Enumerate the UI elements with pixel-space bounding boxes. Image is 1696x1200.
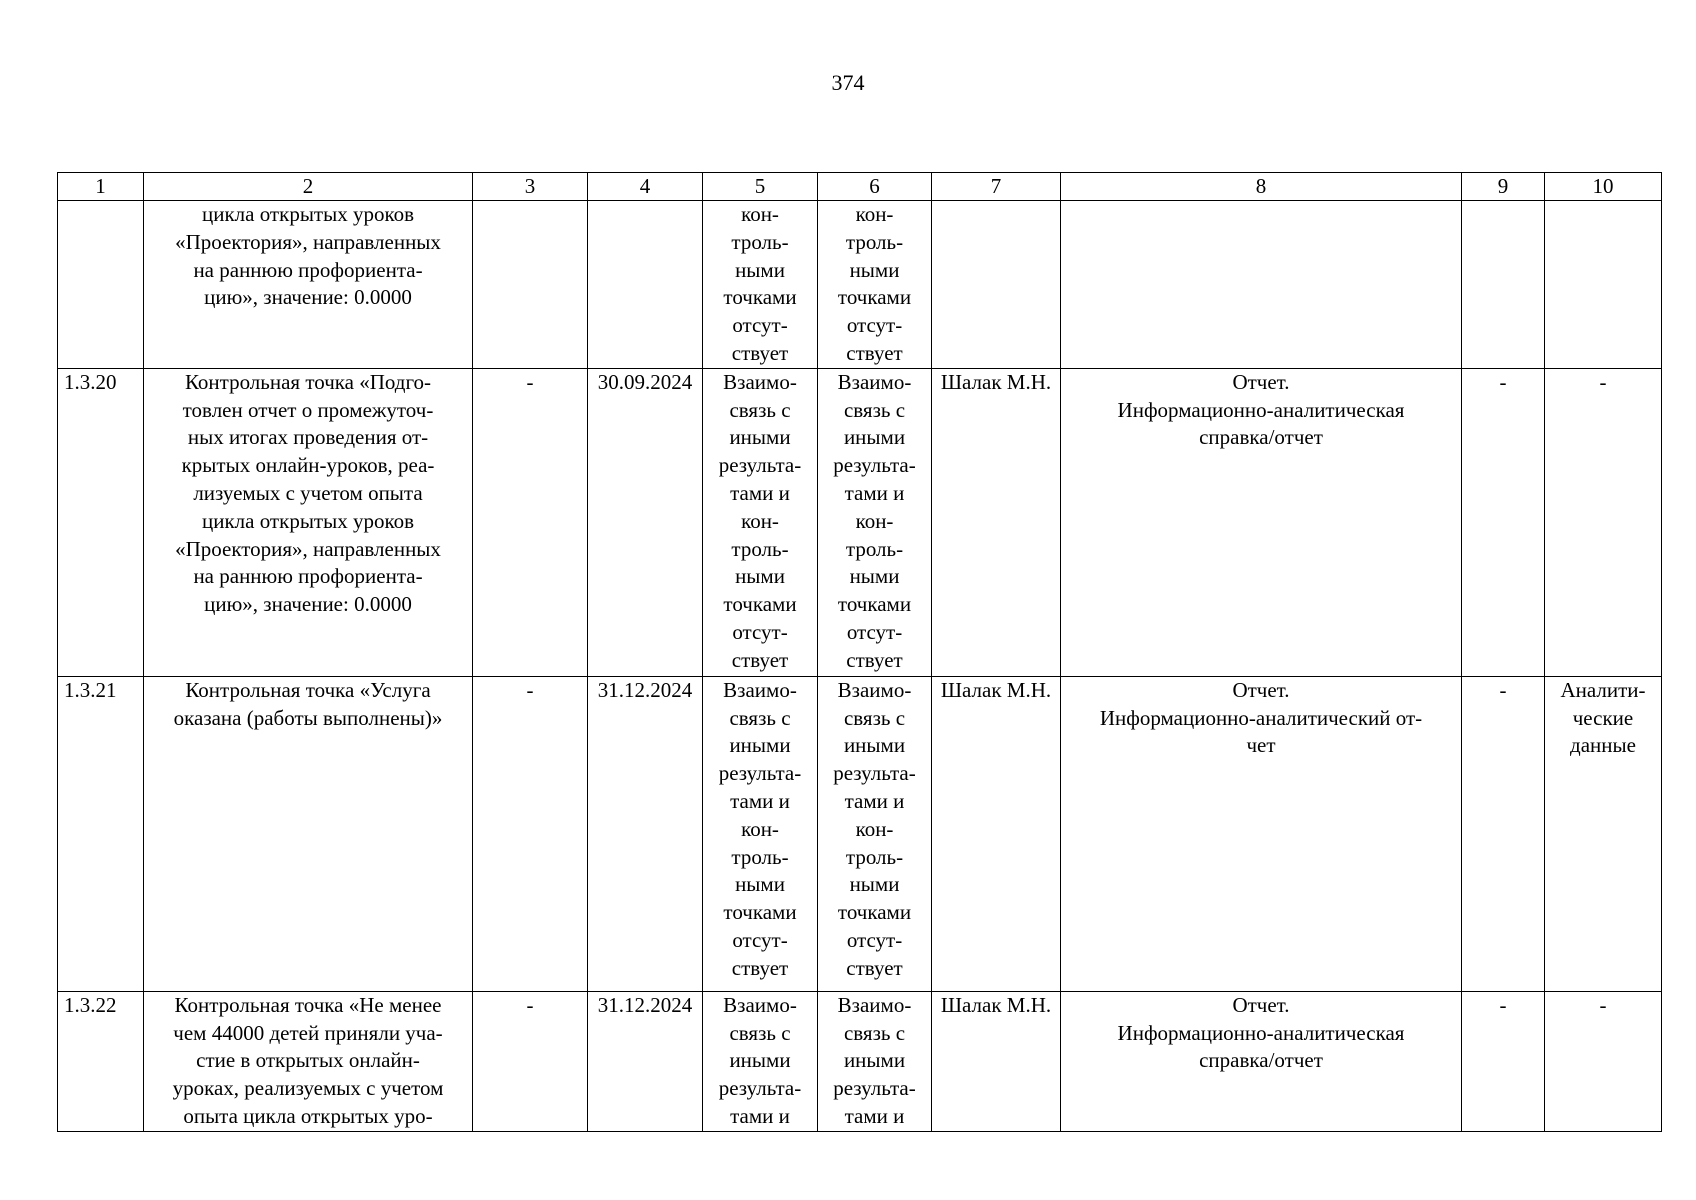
cell-line: кон- <box>741 202 779 226</box>
cell-line: ствует <box>846 340 903 365</box>
page-number: 374 <box>831 70 865 95</box>
cell-line: Взаимо- <box>837 677 912 702</box>
cell-line: «Проектория», направленных <box>175 229 441 254</box>
cell-line: ными <box>849 872 900 897</box>
cell-line: отсут- <box>732 619 788 644</box>
cell-relation-6 <box>818 991 932 1131</box>
cell-line: Взаимо- <box>837 369 912 394</box>
cell-responsible <box>932 201 1061 369</box>
cell-line: Контрольная точка «Не менее <box>174 992 442 1017</box>
table-header-row <box>58 173 1662 201</box>
cell-line: цию», значение: 0.0000 <box>204 285 412 310</box>
cell-line: иными <box>729 425 791 450</box>
cell-line: Отчет. <box>1232 369 1290 394</box>
cell-line: иными <box>729 733 791 758</box>
cell-line: «Проектория», направленных <box>175 536 441 561</box>
cell-line: Отчет. <box>1232 992 1290 1017</box>
cell-line: точками <box>837 592 912 617</box>
cell-relation-6 <box>818 368 932 676</box>
cell-col9: - <box>1462 991 1545 1131</box>
cell-relation-5 <box>703 201 818 369</box>
cell-line: результа- <box>718 453 802 478</box>
cell-line: стие в открытых онлайн- <box>196 1048 420 1073</box>
cell-description <box>144 368 473 676</box>
cell-col3: - <box>473 991 588 1131</box>
cell-line: троль- <box>845 844 904 869</box>
cell-line: ными <box>735 257 785 282</box>
cell-line: ными <box>849 564 900 589</box>
cell-line: Взаимо- <box>723 677 797 702</box>
cell-responsible: Шалак М.Н. <box>932 991 1061 1131</box>
cell-relation-5 <box>703 991 818 1131</box>
cell-line: тами и <box>844 788 905 813</box>
cell-line: кон- <box>855 508 894 533</box>
cell-date <box>588 201 703 369</box>
column-header: 5 <box>703 173 818 201</box>
cell-document <box>1061 368 1462 676</box>
cell-date: 30.09.2024 <box>588 368 703 676</box>
table-body <box>58 173 1662 1132</box>
cell-line: Контрольная точка «Услуга <box>185 677 431 702</box>
table-row <box>58 368 1662 676</box>
cell-line: кон- <box>741 508 779 533</box>
cell-line: результа- <box>833 761 916 786</box>
table-row <box>58 201 1662 369</box>
cell-line: тами и <box>844 480 905 505</box>
cell-document <box>1061 991 1462 1131</box>
cell-line: ствует <box>731 647 789 672</box>
cell-relation-5 <box>703 676 818 991</box>
cell-number <box>58 201 144 369</box>
cell-line: цикла открытых уроков <box>201 202 415 226</box>
column-header: 8 <box>1061 173 1462 201</box>
cell-line: связь с <box>843 1020 906 1045</box>
cell-line: Взаимо- <box>723 369 797 394</box>
cell-relation-6 <box>818 676 932 991</box>
cell-line: тами и <box>730 480 790 505</box>
cell-line: связь с <box>729 397 791 422</box>
cell-line: точками <box>723 285 797 310</box>
cell-line: связь с <box>843 705 906 730</box>
cell-line: цикла открытых уроков <box>201 508 415 533</box>
cell-line: Аналити- <box>1560 677 1646 702</box>
cell-document <box>1061 201 1462 369</box>
cell-line: связь с <box>843 397 906 422</box>
cell-responsible: Шалак М.Н. <box>932 368 1061 676</box>
cell-line: ствует <box>846 955 903 980</box>
cell-col10 <box>1545 991 1662 1131</box>
cell-number: 1.3.20 <box>58 368 144 676</box>
cell-line: ствует <box>731 955 789 980</box>
cell-line: троль- <box>845 536 904 561</box>
cell-line: отсут- <box>846 619 903 644</box>
cell-line: ческие <box>1572 705 1634 730</box>
cell-col3 <box>473 201 588 369</box>
cell-col9: - <box>1462 676 1545 991</box>
cell-line: чет <box>1246 733 1276 758</box>
cell-line: Информационно-аналитическая <box>1117 397 1405 422</box>
cell-line: тами и <box>844 1103 905 1128</box>
cell-line: связь с <box>729 1020 791 1045</box>
cell-line: иными <box>843 425 906 450</box>
cell-line: Информационно-аналитический от- <box>1099 705 1423 730</box>
cell-line: Информационно-аналитическая <box>1117 1020 1405 1045</box>
cell-line: ных итогах проведения от- <box>187 425 429 450</box>
cell-line: опыта цикла открытых уро- <box>183 1103 433 1128</box>
column-header: 9 <box>1462 173 1545 201</box>
cell-line: ными <box>849 257 900 282</box>
cell-line: связь с <box>729 705 791 730</box>
cell-line: оказана (работы выполнены)» <box>173 705 443 730</box>
cell-line: ствует <box>846 647 903 672</box>
cell-line: Контрольная точка «Подго- <box>184 369 432 394</box>
cell-col10 <box>1545 368 1662 676</box>
cell-line: на раннюю профориента- <box>193 257 423 282</box>
cell-line: ными <box>735 872 785 897</box>
cell-line: точками <box>837 285 912 310</box>
column-header: 7 <box>932 173 1061 201</box>
column-header: 1 <box>58 173 144 201</box>
cell-line: Взаимо- <box>837 992 912 1017</box>
cell-line: отсут- <box>846 313 903 338</box>
cell-line: троль- <box>731 844 789 869</box>
cell-line: иными <box>843 733 906 758</box>
cell-description <box>144 676 473 991</box>
cell-line: результа- <box>833 1076 916 1101</box>
cell-line: иными <box>729 1048 791 1073</box>
cell-col9: - <box>1462 368 1545 676</box>
column-header: 2 <box>144 173 473 201</box>
cell-line: Отчет. <box>1232 677 1290 702</box>
column-header: 4 <box>588 173 703 201</box>
cell-line: Взаимо- <box>723 992 797 1017</box>
cell-col10 <box>1545 201 1662 369</box>
cell-date: 31.12.2024 <box>588 676 703 991</box>
cell-line: отсут- <box>732 927 788 952</box>
cell-number: 1.3.21 <box>58 676 144 991</box>
cell-line: точками <box>837 900 912 925</box>
cell-col9 <box>1462 201 1545 369</box>
cell-line: троль- <box>731 229 789 254</box>
cell-line: результа- <box>833 453 916 478</box>
cell-line: тами и <box>730 1103 790 1128</box>
cell-line: - <box>1599 992 1607 1017</box>
cell-line: - <box>1599 369 1607 394</box>
column-header: 10 <box>1545 173 1662 201</box>
cell-line: отсут- <box>846 927 903 952</box>
cell-description <box>144 991 473 1131</box>
cell-line: точками <box>723 592 797 617</box>
cell-line: чем 44000 детей приняли уча- <box>173 1020 443 1045</box>
cell-date: 31.12.2024 <box>588 991 703 1131</box>
column-header: 6 <box>818 173 932 201</box>
cell-line: кон- <box>855 816 894 841</box>
data-table <box>57 172 1662 1132</box>
cell-line: иными <box>843 1048 906 1073</box>
cell-line: троль- <box>845 229 904 254</box>
cell-number: 1.3.22 <box>58 991 144 1131</box>
cell-line: кон- <box>855 202 894 226</box>
cell-line: справка/отчет <box>1199 425 1323 450</box>
table-row <box>58 676 1662 991</box>
cell-col3: - <box>473 676 588 991</box>
cell-line: крытых онлайн-уроков, реа- <box>181 453 435 478</box>
cell-line: цию», значение: 0.0000 <box>204 592 412 617</box>
cell-line: товлен отчет о промежуточ- <box>182 397 434 422</box>
cell-col3: - <box>473 368 588 676</box>
cell-line: результа- <box>718 1076 802 1101</box>
cell-line: данные <box>1570 733 1636 758</box>
cell-line: результа- <box>718 761 802 786</box>
cell-line: ными <box>735 564 785 589</box>
cell-line: ствует <box>731 340 789 365</box>
cell-line: на раннюю профориента- <box>193 564 423 589</box>
cell-document <box>1061 676 1462 991</box>
cell-line: отсут- <box>732 313 788 338</box>
cell-relation-5 <box>703 368 818 676</box>
column-header: 3 <box>473 173 588 201</box>
cell-line: лизуемых с учетом опыта <box>193 480 423 505</box>
cell-line: кон- <box>741 816 779 841</box>
cell-line: справка/отчет <box>1199 1048 1323 1073</box>
cell-relation-6 <box>818 201 932 369</box>
cell-line: уроках, реализуемых с учетом <box>172 1076 444 1101</box>
cell-col10 <box>1545 676 1662 991</box>
cell-line: троль- <box>731 536 789 561</box>
cell-responsible: Шалак М.Н. <box>932 676 1061 991</box>
cell-description <box>144 201 473 369</box>
cell-line: точками <box>723 900 797 925</box>
cell-line: тами и <box>730 788 790 813</box>
table-row <box>58 991 1662 1131</box>
